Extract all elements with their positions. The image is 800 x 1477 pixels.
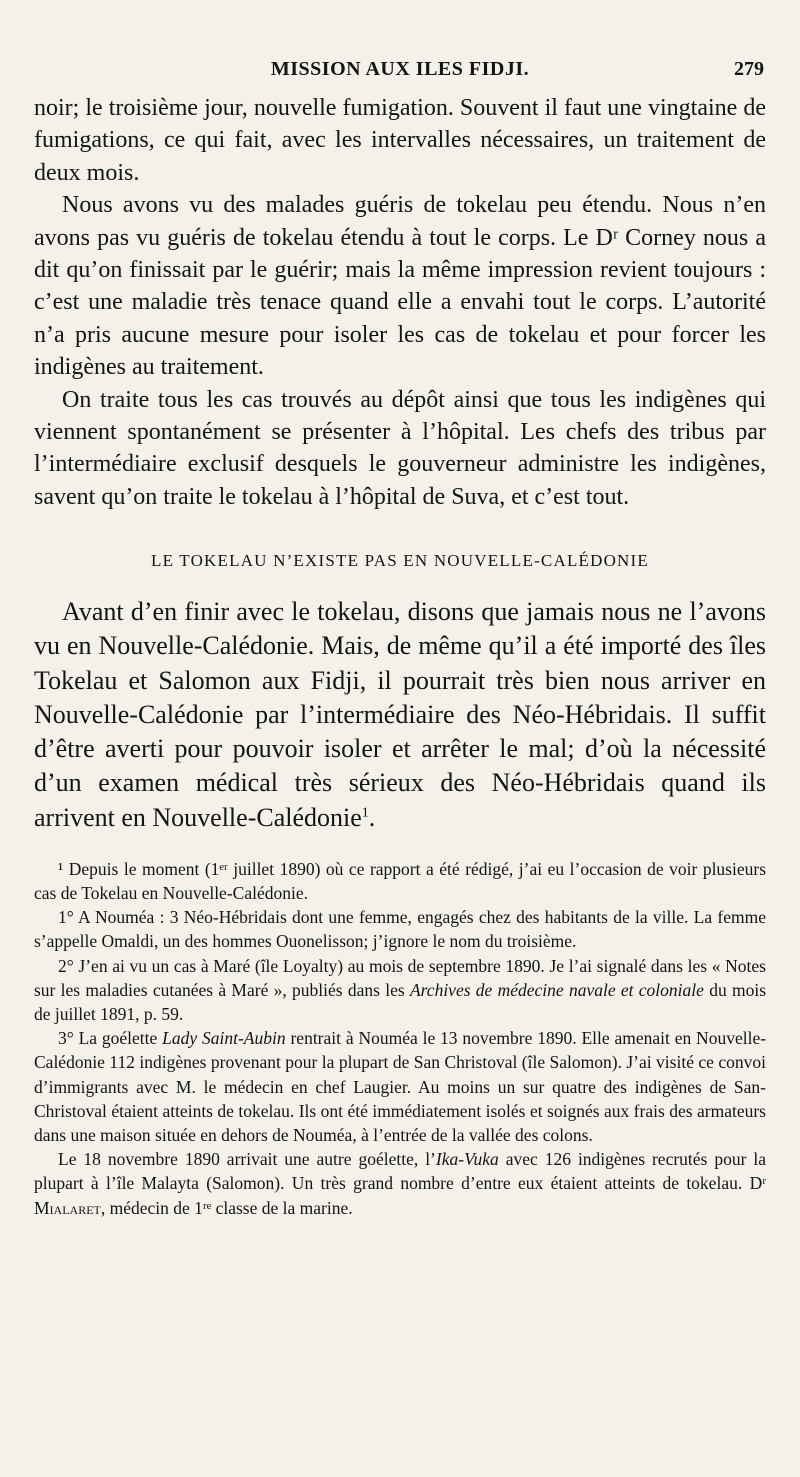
- running-head: [34, 58, 766, 92]
- footnote-item-4-start: Le 18 novembre 1890 arrivait une autre goélette, l’: [58, 1149, 436, 1170]
- paragraph-guerison: Nous avons vu des malades guéris de tokelau peu étendu. Nous n’en avons pas vu guéris de tokelau étendu à tout le corps. Le Dʳ Corney nous a dit qu’on finissait par le guérir; mais la même impression revient toujours : c’est une maladie très tenace quand elle a envahi tout le corps. L’autorité n’a pris aucune mesure pour isoler les cas de tokelau et pour forcer les indigènes au traitement.: [34, 192, 766, 381]
- ship-name-lady-saint-aubin: Lady Saint-Aubin: [162, 1028, 286, 1049]
- paragraph-nouvelle-caledonie: [34, 595, 766, 834]
- paragraph-text: Avant d’en finir avec le tokelau, disons que jamais nous ne l’avons vu en Nouvelle-Calédonie. Mais, de même qu’il a été importé des îles Tokelau et Salomon aux Fidji, il pourrait très bien nous arriver en Nouvelle-Calédonie par l’intermédiaire des Néo-Hébridais. Il suffit d’être averti pour pouvoir isoler et arrêter le mal; d’où la nécessité d’un examen médical très sérieux des Néo-Hébridais quand ils arrivent en Nouvelle-Calédonie: [34, 597, 766, 832]
- footnote-intro-text: Depuis le moment (1ᵉʳ juillet 1890) où ce rapport a été rédigé, j’ai eu l’occasion de voir plusieurs cas de Tokelau en Nouvelle-Calédonie.: [34, 858, 767, 903]
- footnote-item-1: 1° A Nouméa : 3 Néo-Hébridais dont une femme, engagés chez des habitants de la ville. La femme s’appelle Omaldi, un des hommes Ouonelisson; j’ignore le nom du troisième.: [34, 907, 766, 952]
- footnote-item-4-end: , médecin de 1ʳᵉ classe de la marine.: [100, 1197, 353, 1218]
- paragraph-end-punct: .: [368, 802, 376, 832]
- footnote-item-2-end: du mois de juillet 1891, p. 59.: [34, 979, 767, 1024]
- body-text: [34, 92, 766, 513]
- footnote-item-4: [34, 1147, 766, 1220]
- footnotes: [34, 857, 766, 1220]
- section-heading: LE TOKELAU N’EXISTE PAS EN NOUVELLE-CALÉDONIE: [150, 551, 649, 571]
- footnote-item-4-mid: avec 126 indigènes recrutés pour la plupart à l’île Malayta (Salomon). Un très grand nombre d’entre eux étaient atteints de tokelau.: [34, 1149, 766, 1194]
- paragraph-traitement: On traite tous les cas trouvés au dépôt ainsi que tous les indigènes qui viennent spontanément se présenter à l’hôpital. Les chefs des tribus par l’intermédiaire exclusif desquels le gouverneur administre les indigènes, savent qu’on traite le tokelau à l’hôpital de Suva, et c’est tout.: [34, 386, 766, 510]
- page-number: 279: [734, 58, 764, 80]
- footnote-intro-mark: ¹: [58, 858, 64, 879]
- footnote-reference: 1: [361, 804, 369, 820]
- journal-title: Archives de médecine navale et coloniale: [409, 979, 704, 1000]
- footnote-item-2: [34, 954, 766, 1027]
- footnote-author: Dʳ Mialaret: [34, 1173, 767, 1218]
- footnote-item-3-start: 3° La goélette: [58, 1028, 158, 1049]
- section-body: [34, 595, 766, 834]
- running-title: MISSION AUX ILES FIDJI.: [270, 58, 530, 80]
- footnote-item-3-end: rentrait à Nouméa le 13 novembre 1890. Elle amenait en Nouvelle-Calédonie 112 indigènes provenant pour la plupart de San Christoval (île Salomon). J’ai visité ce convoi d’immigrants avec M. le médecin en chef Laugier. Au moins un sur quatre des indigènes de San-Christoval étaient atteints de tokelau. Ils ont été immédiatement isolés et soignés aux frais des armateurs dans une maison située en dehors de Nouméa, à l’entrée de la vallée des colons.: [34, 1028, 767, 1145]
- ship-name-ika-vuka: Ika-Vuka: [435, 1149, 499, 1170]
- footnote-item-2-start: 2° J’en ai vu un cas à Maré (île Loyalty) au mois de septembre 1890. Je l’ai signalé dans les « Notes sur les maladies cutanées à Maré », publiés dans les: [34, 955, 766, 1000]
- paragraph-continuation: noir; le troisième jour, nouvelle fumigation. Souvent il faut une vingtaine de fumigations, ce qui fait, avec les intervalles nécessaires, un traitement de deux mois.: [34, 95, 766, 186]
- footnote-item-3: [34, 1026, 766, 1147]
- footnote-intro: [34, 857, 766, 905]
